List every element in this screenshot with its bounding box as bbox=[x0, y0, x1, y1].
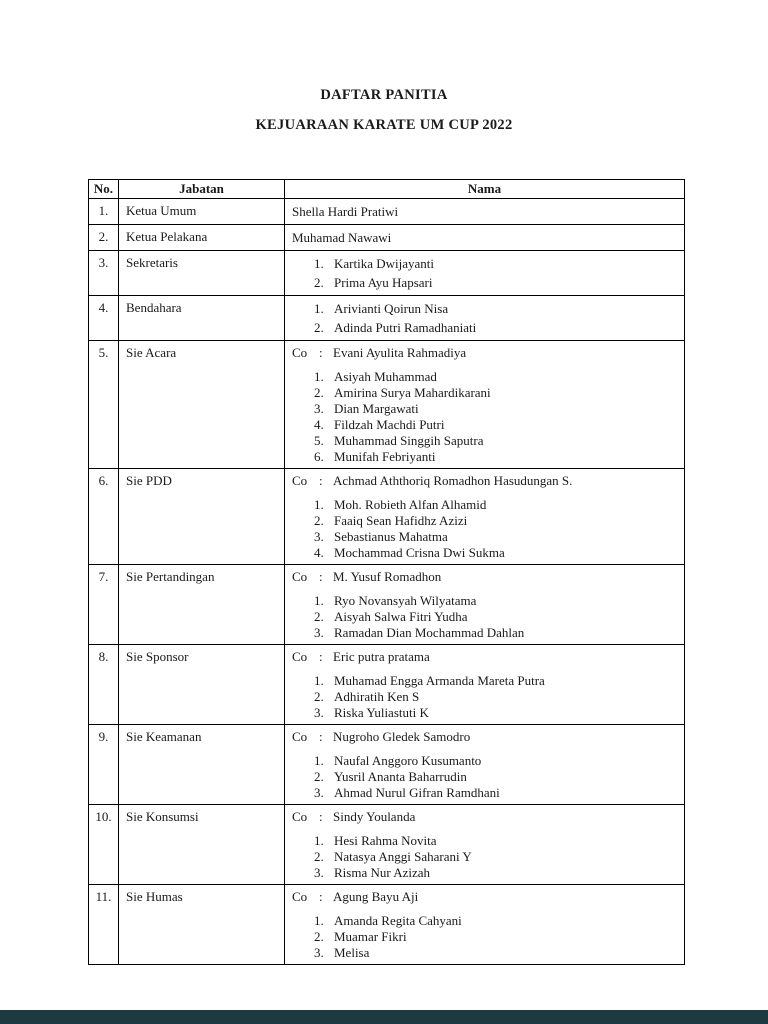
member-item bbox=[292, 753, 680, 769]
coordinator-name: Agung Bayu Aji bbox=[333, 889, 419, 904]
member-number: 1. bbox=[314, 369, 324, 384]
coordinator-colon: : bbox=[319, 473, 323, 488]
member-number: 3. bbox=[314, 865, 324, 880]
member-item bbox=[292, 625, 680, 641]
table-row bbox=[89, 469, 685, 565]
coordinator-label: Co bbox=[292, 649, 308, 664]
member-name: Shella Hardi Pratiwi bbox=[292, 204, 399, 219]
coordinator-label: Co bbox=[292, 473, 308, 488]
document-title: DAFTAR PANITIA bbox=[320, 87, 448, 103]
viewer-background-strip bbox=[0, 1010, 768, 1024]
member-name: Muhamad Nawawi bbox=[292, 230, 392, 245]
member-number: 2. bbox=[314, 929, 324, 944]
member-item bbox=[292, 254, 680, 273]
member-item bbox=[292, 673, 680, 689]
document-header bbox=[0, 0, 768, 134]
member-item bbox=[292, 401, 680, 417]
row-number-cell: 5. bbox=[89, 341, 119, 469]
member-number: 3. bbox=[314, 705, 324, 720]
member-item bbox=[292, 449, 680, 465]
member-name: Muhammad Singgih Saputra bbox=[334, 433, 484, 448]
member-name: Naufal Anggoro Kusumanto bbox=[334, 753, 482, 768]
member-list bbox=[292, 673, 680, 721]
coordinator-name: Sindy Youlanda bbox=[333, 809, 416, 824]
member-name: Faaiq Sean Hafidhz Azizi bbox=[334, 513, 468, 528]
coordinator-line bbox=[292, 808, 680, 825]
names-cell bbox=[285, 251, 685, 296]
member-number: 2. bbox=[314, 513, 324, 528]
member-list bbox=[292, 254, 680, 292]
member-item bbox=[292, 273, 680, 292]
member-item bbox=[292, 705, 680, 721]
member-name: Asiyah Muhammad bbox=[334, 369, 437, 384]
member-number: 2. bbox=[314, 385, 324, 400]
member-item bbox=[292, 929, 680, 945]
names-cell bbox=[285, 341, 685, 469]
position-cell: Ketua Pelakana bbox=[119, 225, 285, 251]
member-item bbox=[292, 545, 680, 561]
member-item bbox=[292, 385, 680, 401]
member-name: Prima Ayu Hapsari bbox=[334, 275, 433, 290]
coordinator-line bbox=[292, 648, 680, 665]
coordinator-colon: : bbox=[319, 649, 323, 664]
coordinator-line bbox=[292, 472, 680, 489]
member-number: 5. bbox=[314, 433, 324, 448]
member-item bbox=[292, 318, 680, 337]
coordinator-line bbox=[292, 344, 680, 361]
member-name: Riska Yuliastuti K bbox=[334, 705, 429, 720]
member-number: 2. bbox=[314, 275, 324, 290]
table-row bbox=[89, 885, 685, 965]
member-number: 1. bbox=[314, 593, 324, 608]
member-item bbox=[292, 529, 680, 545]
committee-table bbox=[88, 179, 685, 965]
row-number-cell: 4. bbox=[89, 296, 119, 341]
member-item bbox=[292, 513, 680, 529]
member-number: 2. bbox=[314, 689, 324, 704]
header-nama: Nama bbox=[285, 180, 685, 199]
coordinator-name: Nugroho Gledek Samodro bbox=[333, 729, 471, 744]
table-row bbox=[89, 725, 685, 805]
names-cell bbox=[285, 805, 685, 885]
member-number: 1. bbox=[314, 833, 324, 848]
member-number: 3. bbox=[314, 625, 324, 640]
member-number: 3. bbox=[314, 945, 324, 960]
member-number: 1. bbox=[314, 753, 324, 768]
position-cell: Sie PDD bbox=[119, 469, 285, 565]
member-item bbox=[292, 417, 680, 433]
member-name: Muhamad Engga Armanda Mareta Putra bbox=[334, 673, 545, 688]
member-number: 1. bbox=[314, 913, 324, 928]
table-row bbox=[89, 645, 685, 725]
member-name: Hesi Rahma Novita bbox=[334, 833, 437, 848]
member-number: 2. bbox=[314, 849, 324, 864]
row-number-cell: 11. bbox=[89, 885, 119, 965]
table-header-row bbox=[89, 180, 685, 199]
names-cell bbox=[285, 725, 685, 805]
member-number: 3. bbox=[314, 785, 324, 800]
row-number-cell: 1. bbox=[89, 199, 119, 225]
row-number-cell: 6. bbox=[89, 469, 119, 565]
coordinator-name: M. Yusuf Romadhon bbox=[333, 569, 442, 584]
member-name: Adinda Putri Ramadhaniati bbox=[334, 320, 477, 335]
member-name: Adhiratih Ken S bbox=[334, 689, 420, 704]
position-cell: Ketua Umum bbox=[119, 199, 285, 225]
member-item bbox=[292, 433, 680, 449]
member-number: 3. bbox=[314, 529, 324, 544]
coordinator-label: Co bbox=[292, 569, 308, 584]
position-cell: Sie Keamanan bbox=[119, 725, 285, 805]
member-name: Ryo Novansyah Wilyatama bbox=[334, 593, 477, 608]
member-name: Dian Margawati bbox=[334, 401, 419, 416]
member-list bbox=[292, 369, 680, 465]
member-name: Amanda Regita Cahyani bbox=[334, 913, 462, 928]
table-row bbox=[89, 341, 685, 469]
names-cell bbox=[285, 645, 685, 725]
member-item bbox=[292, 369, 680, 385]
member-name: Yusril Ananta Baharrudin bbox=[334, 769, 467, 784]
names-cell bbox=[285, 469, 685, 565]
coordinator-colon: : bbox=[319, 729, 323, 744]
coordinator-name: Evani Ayulita Rahmadiya bbox=[333, 345, 467, 360]
row-number-cell: 9. bbox=[89, 725, 119, 805]
coordinator-name: Eric putra pratama bbox=[333, 649, 430, 664]
coordinator-name: Achmad Aththoriq Romadhon Hasudungan S. bbox=[333, 473, 573, 488]
member-number: 2. bbox=[314, 320, 324, 335]
event-title: KEJUARAAN KARATE UM CUP 2022 bbox=[255, 117, 513, 133]
member-name: Mochammad Crisna Dwi Sukma bbox=[334, 545, 505, 560]
member-name: Risma Nur Azizah bbox=[334, 865, 431, 880]
position-cell: Sie Konsumsi bbox=[119, 805, 285, 885]
table-row bbox=[89, 296, 685, 341]
coordinator-colon: : bbox=[319, 809, 323, 824]
position-cell: Sie Sponsor bbox=[119, 645, 285, 725]
row-number-cell: 8. bbox=[89, 645, 119, 725]
row-number-cell: 10. bbox=[89, 805, 119, 885]
coordinator-label: Co bbox=[292, 889, 308, 904]
member-list bbox=[292, 593, 680, 641]
member-number: 4. bbox=[314, 545, 324, 560]
coordinator-line bbox=[292, 728, 680, 745]
member-item bbox=[292, 945, 680, 961]
coordinator-colon: : bbox=[319, 569, 323, 584]
row-number-cell: 7. bbox=[89, 565, 119, 645]
member-item bbox=[292, 849, 680, 865]
member-number: 2. bbox=[314, 769, 324, 784]
member-list bbox=[292, 913, 680, 961]
coordinator-colon: : bbox=[319, 345, 323, 360]
member-number: 4. bbox=[314, 417, 324, 432]
member-name: Munifah Febriyanti bbox=[334, 449, 436, 464]
member-name: Moh. Robieth Alfan Alhamid bbox=[334, 497, 487, 512]
committee-table-body bbox=[89, 199, 685, 965]
member-number: 1. bbox=[314, 301, 324, 316]
member-name: Ahmad Nurul Gifran Ramdhani bbox=[334, 785, 500, 800]
member-list bbox=[292, 753, 680, 801]
coordinator-label: Co bbox=[292, 729, 308, 744]
position-cell: Sie Humas bbox=[119, 885, 285, 965]
header-no: No. bbox=[89, 180, 119, 199]
member-item bbox=[292, 609, 680, 625]
member-item bbox=[292, 913, 680, 929]
member-name: Muamar Fikri bbox=[334, 929, 407, 944]
member-number: 3. bbox=[314, 401, 324, 416]
header-jabatan: Jabatan bbox=[119, 180, 285, 199]
member-name: Sebastianus Mahatma bbox=[334, 529, 448, 544]
member-item bbox=[292, 865, 680, 881]
position-cell: Sie Pertandingan bbox=[119, 565, 285, 645]
member-item bbox=[292, 593, 680, 609]
member-name: Arivianti Qoirun Nisa bbox=[334, 301, 449, 316]
table-row bbox=[89, 251, 685, 296]
member-item bbox=[292, 769, 680, 785]
member-item bbox=[292, 689, 680, 705]
member-list bbox=[292, 833, 680, 881]
table-row bbox=[89, 225, 685, 251]
member-name: Kartika Dwijayanti bbox=[334, 256, 434, 271]
coordinator-line bbox=[292, 888, 680, 905]
position-cell: Bendahara bbox=[119, 296, 285, 341]
table-row bbox=[89, 805, 685, 885]
table-row bbox=[89, 565, 685, 645]
coordinator-colon: : bbox=[319, 889, 323, 904]
member-list bbox=[292, 497, 680, 561]
coordinator-line bbox=[292, 568, 680, 585]
member-item bbox=[292, 497, 680, 513]
member-name: Amirina Surya Mahardikarani bbox=[334, 385, 491, 400]
member-item bbox=[292, 833, 680, 849]
member-list bbox=[292, 299, 680, 337]
names-cell bbox=[285, 199, 685, 225]
table-row bbox=[89, 199, 685, 225]
member-name: Aisyah Salwa Fitri Yudha bbox=[334, 609, 468, 624]
member-name: Natasya Anggi Saharani Y bbox=[334, 849, 472, 864]
member-number: 1. bbox=[314, 497, 324, 512]
member-name: Ramadan Dian Mochammad Dahlan bbox=[334, 625, 525, 640]
coordinator-label: Co bbox=[292, 345, 308, 360]
member-name: Fildzah Machdi Putri bbox=[334, 417, 445, 432]
member-number: 2. bbox=[314, 609, 324, 624]
row-number-cell: 3. bbox=[89, 251, 119, 296]
member-item bbox=[292, 785, 680, 801]
member-item bbox=[292, 299, 680, 318]
names-cell bbox=[285, 296, 685, 341]
member-number: 1. bbox=[314, 256, 324, 271]
member-name: Melisa bbox=[334, 945, 370, 960]
row-number-cell: 2. bbox=[89, 225, 119, 251]
names-cell bbox=[285, 225, 685, 251]
names-cell bbox=[285, 885, 685, 965]
member-number: 6. bbox=[314, 449, 324, 464]
coordinator-label: Co bbox=[292, 809, 308, 824]
member-number: 1. bbox=[314, 673, 324, 688]
position-cell: Sekretaris bbox=[119, 251, 285, 296]
names-cell bbox=[285, 565, 685, 645]
position-cell: Sie Acara bbox=[119, 341, 285, 469]
